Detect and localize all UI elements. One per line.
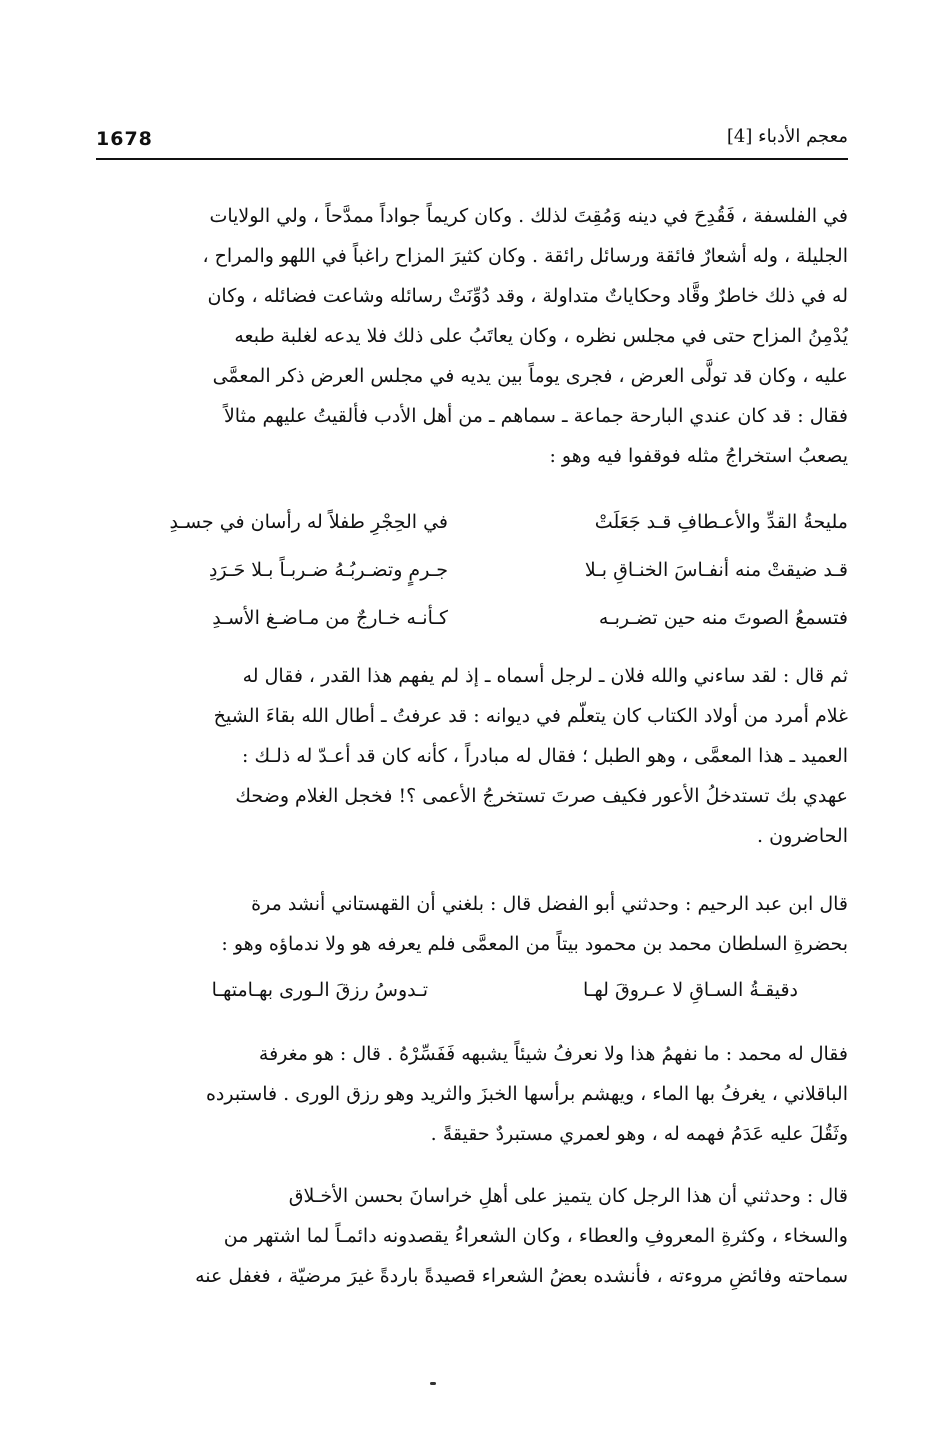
verse-second-hemistich: كـأنـه خـارجٌ من مـاضـغ الأسـدِ xyxy=(212,607,448,629)
text-line: فقال له محمد : ما نفهمُ هذا ولا نعرفُ شيئاً يشبهه فَفَسِّرْهُ . قال : هو مغرفة xyxy=(258,1043,848,1065)
text-line: ثم قال : لقد ساءني والله فلان ـ لرجل أسماه ـ إذ لم يفهم هذا القدر ، فقال له xyxy=(242,665,848,687)
paragraph-1 xyxy=(96,196,848,486)
verse-second-hemistich: في الحِجْرِ طفلاً له رأسان في جسـدِ xyxy=(169,511,448,533)
verse-second-hemistich: تـدوسُ رزقَ الـورى بهـامتهـا xyxy=(211,979,428,1001)
text-line: يُدْمِنُ المزاح حتى في مجلس نظره ، وكان يعاتَبُ على ذلك فلا يدعه لغلبة طبعه xyxy=(234,325,848,347)
verse-first-hemistich: دقيقـةُ السـاقِ لا عـروقَ لهـا xyxy=(583,979,798,1001)
verse-line xyxy=(96,500,848,544)
text-line: في الفلسفة ، فَقُدِحَ في دينه وَمُقِتَ لذلك . وكان كريماً جواداً ممدَّحاً ، ولي الولايات xyxy=(209,205,848,227)
scan-speck xyxy=(430,1382,436,1385)
verse-second-hemistich: جـرمٍ وتضـربُـهُ ضـربـاً بـلا حَـرَدِ xyxy=(208,559,448,581)
paragraph-4 xyxy=(96,1034,848,1158)
text-line: سماحته وفائضِ مروءته ، فأنشده بعضُ الشعراء قصيدةً باردةً غيرَ مرضيّة ، فغفل عنه xyxy=(195,1265,848,1287)
paragraph-5 xyxy=(96,1176,848,1300)
text-line: بحضرةِ السلطان محمد بن محمود بيتاً من المعمَّى فلم يعرفه هو ولا ندماؤه وهو : xyxy=(221,933,848,955)
text-line: قال ابن عبد الرحيم : وحدثني أبو الفضل قال : بلغني أن القهستاني أنشد مرة xyxy=(251,893,848,915)
text-line: والسخاء ، وكثرةِ المعروفِ والعطاء ، وكان الشعراءُ يقصدونه دائمـاً لما اشتهر من xyxy=(223,1225,848,1247)
verse-line xyxy=(96,596,848,640)
text-line: وثَقُلَ عليه عَدَمُ فهمه له ، وهو لعمري مستبردٌ حقيقةً . xyxy=(430,1123,848,1145)
text-line: فقال : قد كان عندي البارحة جماعة ـ سماهم ـ من أهل الأدب فألقيتُ عليهم مثالاً xyxy=(223,405,848,427)
running-title: معجم الأدباء [4] xyxy=(726,126,848,147)
text-line: له في ذلك خاطرٌ وقَّاد وحكاياتٌ متداولة ، وقد دُوِّنَتْ رسائله وشاعت فضائله ، وكان xyxy=(207,285,848,307)
text-line: الباقلاني ، يغرفُ بها الماء ، ويهشم برأسها الخبزَ والثريد وهو رزق الورى . فاستبرده xyxy=(205,1083,848,1105)
page-header xyxy=(96,122,848,156)
text-line: عهدي بك تستدخلُ الأعور فكيف صرتَ تستخرجُ الأعمى ؟! فخجل الغلام وضحك xyxy=(235,785,848,807)
header-rule xyxy=(96,158,848,160)
text-line: يصعبُ استخراجُ مثله فوقفوا فيه وهو : xyxy=(549,445,848,467)
text-line: عليه ، وكان قد تولَّى العرض ، فجرى يوماً بين يديه في مجلس العرض ذكر المعمَّى xyxy=(212,365,848,387)
text-line: العميد ـ هذا المعمَّى ، وهو الطبل ؛ فقال له مبادراً ، كأنه كان قد أعـدّ له ذلـك : xyxy=(242,745,848,767)
text-line: الحاضرون . xyxy=(757,825,848,847)
verse-first-hemistich: فتسمعُ الصوتَ منه حين تضـربـه xyxy=(598,607,848,629)
paragraph-2 xyxy=(96,656,848,866)
verse-line xyxy=(96,968,848,1012)
verse-line xyxy=(96,548,848,592)
text-line: قال : وحدثني أن هذا الرجل كان يتميز على أهلِ خراسانَ بحسن الأخـلاق xyxy=(288,1185,848,1207)
text-line: الجليلة ، وله أشعارٌ فائقة ورسائل رائقة . وكان كثيرَ المزاح راغباً في اللهو والمراح ، xyxy=(202,245,848,267)
verse-first-hemistich: مليحةُ القدِّ والأعـطافِ قـد جَعَلَتْ xyxy=(594,511,848,533)
paragraph-3 xyxy=(96,884,848,968)
page-number: 1678 xyxy=(96,128,153,150)
text-line: غلام أمرد من أولاد الكتاب كان يتعلّم في ديوانه : قد عرفتُ ـ أطال الله بقاءَ الشيخ xyxy=(213,705,848,727)
verse-first-hemistich: قـد ضيقتْ منه أنفـاسَ الخنـاقِ بـلا xyxy=(584,559,848,581)
